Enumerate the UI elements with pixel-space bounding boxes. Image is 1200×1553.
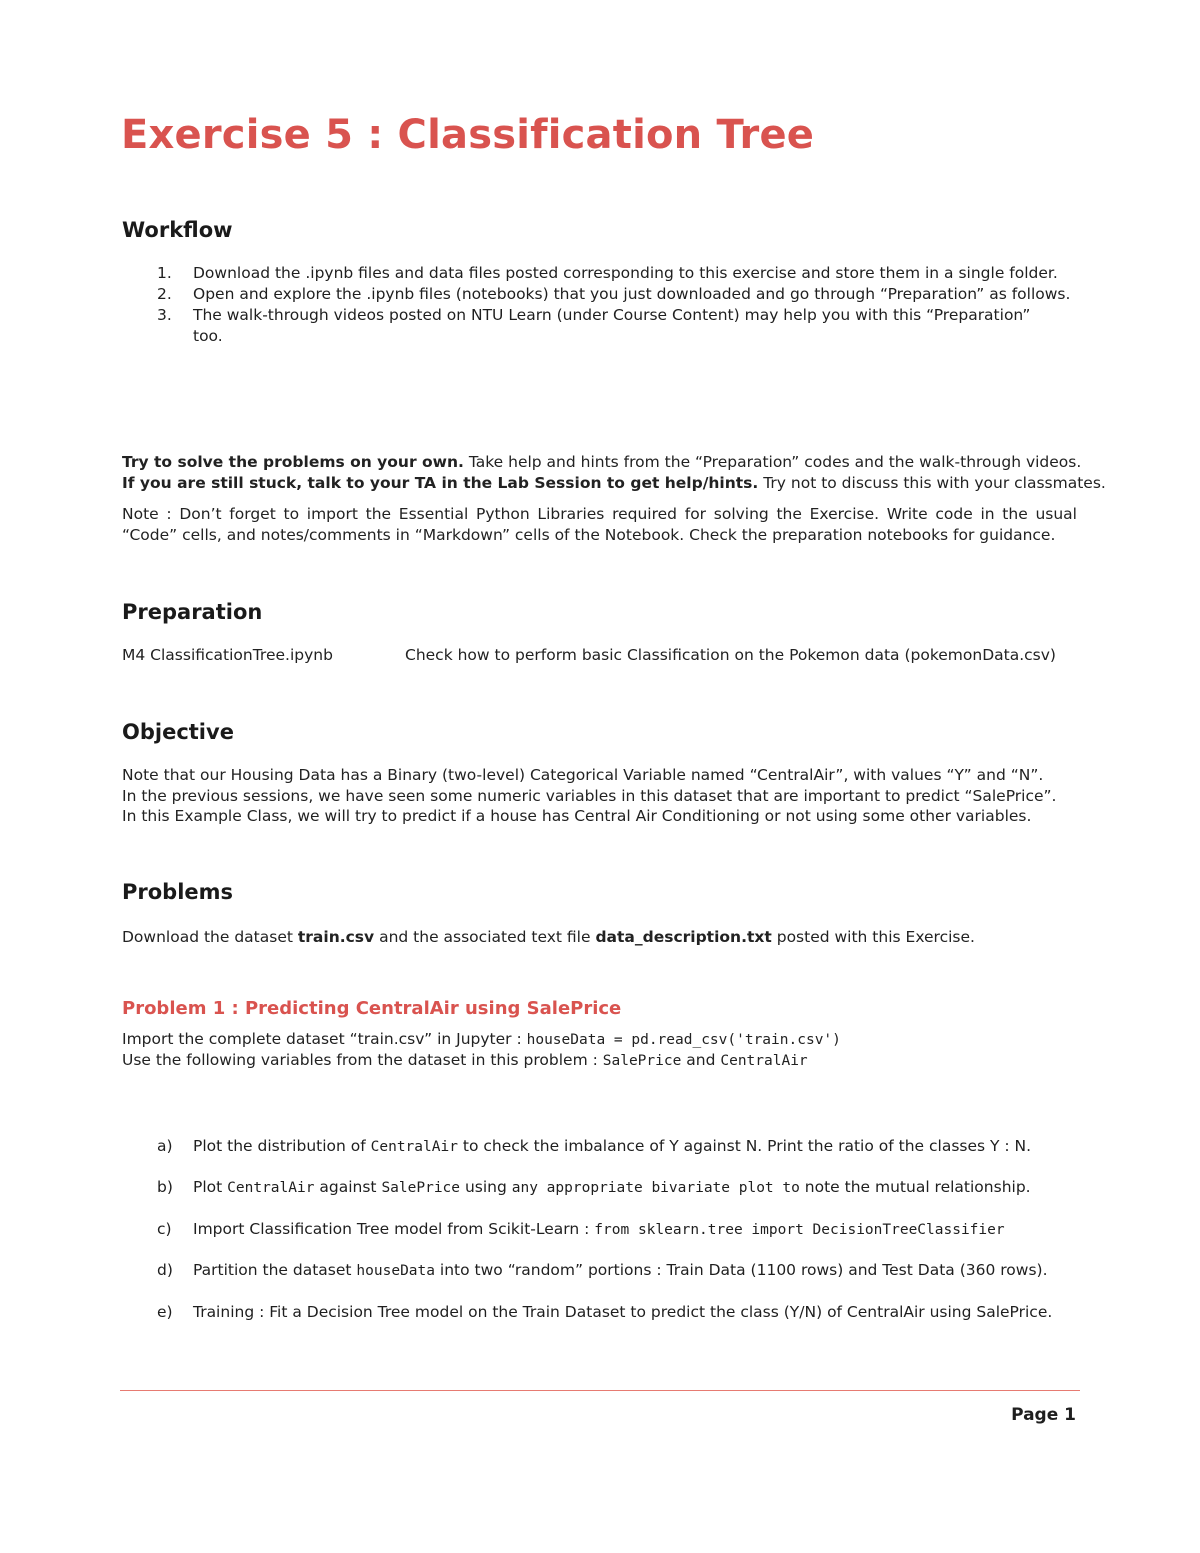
list-item: Download the .ipynb files and data files posted corresponding to this exercise and store them in a single folder. <box>193 264 1058 282</box>
variable-code: CentralAir <box>720 1053 808 1069</box>
task-text: Partition the dataset <box>193 1261 357 1279</box>
objective-line: Note that our Housing Data has a Binary (two-level) Categorical Variable named “CentralAir”, with values “Y” and “N”. <box>122 766 1044 784</box>
variable-code: SalePrice <box>602 1053 682 1069</box>
task-text: Import Classification Tree model from Scikit-Learn : <box>193 1220 595 1238</box>
task-code: CentralAir <box>370 1139 458 1155</box>
task-item <box>193 1219 1083 1241</box>
preparation-file[interactable]: M4 ClassificationTree.ipynb <box>122 646 333 664</box>
page-title: Exercise 5 : Classification Tree <box>121 112 815 158</box>
instruction-text: Try not to discuss this with your classmates. <box>758 474 1106 492</box>
import-text: Import the complete dataset “train.csv” in Jupyter : <box>122 1030 527 1048</box>
problems-heading: Problems <box>122 880 234 904</box>
preparation-description: Check how to perform basic Classification on the Pokemon data (pokemonData.csv) <box>405 646 1056 664</box>
task-item <box>193 1136 1083 1158</box>
import-code: houseData = pd.read_csv('train.csv') <box>526 1032 841 1048</box>
task-text: against <box>314 1178 382 1196</box>
instruction-paragraph <box>122 473 1106 494</box>
list-number: 2. <box>157 285 172 303</box>
task-item <box>193 1302 1083 1323</box>
task-text: to check the imbalance of Y against N. Print the ratio of the classes Y : N. <box>457 1137 1032 1155</box>
intro-text: posted with this Exercise. <box>771 928 975 946</box>
task-label: c) <box>157 1220 172 1238</box>
file-name-description: data_description.txt <box>595 928 772 946</box>
instruction-text: Take help and hints from the “Preparation” codes and the walk-through videos. <box>463 453 1082 471</box>
task-text: into two “random” portions : Train Data (1100 rows) and Test Data (360 rows). <box>435 1261 1048 1279</box>
instruction-paragraph <box>122 452 1081 473</box>
preparation-heading: Preparation <box>122 600 263 624</box>
task-label: d) <box>157 1261 173 1279</box>
objective-line: In the previous sessions, we have seen some numeric variables in this dataset that are important to predict “SalePrice”. <box>122 787 1057 805</box>
task-item <box>193 1260 1083 1282</box>
task-label: b) <box>157 1178 173 1196</box>
task-text: Plot <box>193 1178 228 1196</box>
intro-text: Download the dataset <box>122 928 298 946</box>
note-paragraph: Note : Don’t forget to import the Essential Python Libraries required for solving the Exercise. Write code in the usual “Code” cells, and notes/comments in “Markdown” cells of the Notebook. Check the preparation notebooks for guidance. <box>122 505 1077 544</box>
task-code: houseData <box>356 1263 435 1279</box>
instruction-bold: Try to solve the problems on your own. <box>122 453 464 471</box>
workflow-heading: Workflow <box>122 218 233 242</box>
task-label: a) <box>157 1137 173 1155</box>
task-text: Training : Fit a Decision Tree model on the Train Dataset to predict the class (Y/N) of CentralAir using SalePrice. <box>193 1303 1053 1321</box>
list-item: The walk-through videos posted on NTU Learn (under Course Content) may help you with this “Preparation” too. <box>193 306 1031 345</box>
task-item <box>193 1177 1083 1199</box>
task-text: using <box>460 1178 512 1196</box>
variables-line <box>122 1050 808 1072</box>
task-label: e) <box>157 1303 173 1321</box>
problems-intro <box>122 927 975 948</box>
list-item: Open and explore the .ipynb files (notebooks) that you just downloaded and go through “Preparation” as follows. <box>193 285 1071 303</box>
task-text: note the mutual relationship. <box>799 1178 1031 1196</box>
file-name-train: train.csv <box>297 928 375 946</box>
task-code: SalePrice <box>381 1180 461 1196</box>
intro-text: and the associated text file <box>374 928 596 946</box>
task-text: Plot the distribution of <box>193 1137 371 1155</box>
variables-text: and <box>681 1051 721 1069</box>
instruction-bold: If you are still stuck, talk to your TA in the Lab Session to get help/hints. <box>122 474 759 492</box>
import-line <box>122 1029 841 1051</box>
objective-line: In this Example Class, we will try to predict if a house has Central Air Conditioning or not using some other variables. <box>122 807 1032 825</box>
objective-heading: Objective <box>122 720 234 744</box>
problem-1-heading: Problem 1 : Predicting CentralAir using SalePrice <box>122 998 622 1019</box>
list-number: 3. <box>157 306 172 324</box>
list-number: 1. <box>157 264 172 282</box>
footer-divider <box>120 1390 1080 1391</box>
task-code: CentralAir <box>227 1180 315 1196</box>
variables-text: Use the following variables from the dataset in this problem : <box>122 1051 603 1069</box>
task-code: from sklearn.tree import DecisionTreeClassifier <box>594 1222 1005 1238</box>
task-code: any appropriate bivariate plot to <box>511 1180 800 1196</box>
page-number: Page 1 <box>1011 1405 1076 1425</box>
